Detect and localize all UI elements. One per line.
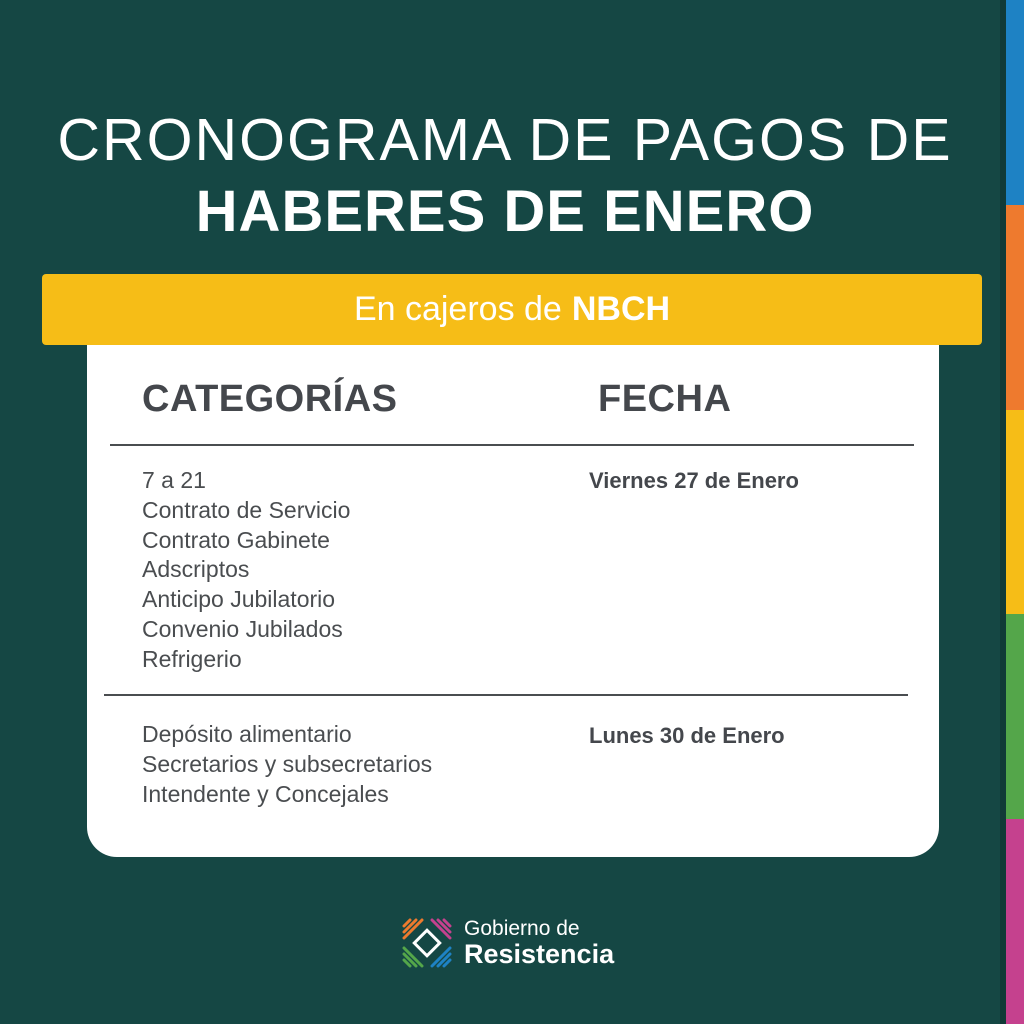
stripe-blue <box>1006 0 1024 205</box>
footer-line-2: Resistencia <box>464 939 615 970</box>
category-item: Convenio Jubilados <box>142 615 343 642</box>
category-item: Anticipo Jubilatorio <box>142 586 336 613</box>
category-list <box>142 466 350 675</box>
banner-bank-name: NBCH <box>571 290 671 328</box>
payment-date: Lunes 30 de Enero <box>589 723 785 748</box>
divider <box>110 444 914 446</box>
category-item: Secretarios y subsecretarios <box>142 750 433 777</box>
payment-location-banner <box>42 274 982 345</box>
category-list <box>142 720 432 809</box>
resistencia-logo-icon <box>402 918 452 968</box>
stripe-yellow <box>1006 410 1024 615</box>
footer-line-1: Gobierno de <box>464 917 580 940</box>
footer-logo <box>402 918 614 968</box>
category-item: Intendente y Concejales <box>142 780 389 807</box>
payment-date: Viernes 27 de Enero <box>589 468 799 493</box>
title-line-1: CRONOGRAMA DE PAGOS DE <box>57 107 953 173</box>
header-date: FECHA <box>598 378 732 420</box>
category-item: Contrato de Servicio <box>142 496 351 523</box>
banner-prefix: En cajeros de <box>353 290 562 328</box>
category-item: Contrato Gabinete <box>142 526 330 553</box>
category-item: Adscriptos <box>142 556 250 583</box>
category-item: Refrigerio <box>142 645 242 672</box>
header-categories: CATEGORÍAS <box>142 378 398 420</box>
divider <box>104 694 908 696</box>
stripe-magenta <box>1006 819 1024 1024</box>
stripe-green <box>1006 614 1024 819</box>
category-item: Depósito alimentario <box>142 721 352 747</box>
title-line-2: HABERES DE ENERO <box>195 179 815 244</box>
category-item: 7 a 21 <box>142 467 206 493</box>
